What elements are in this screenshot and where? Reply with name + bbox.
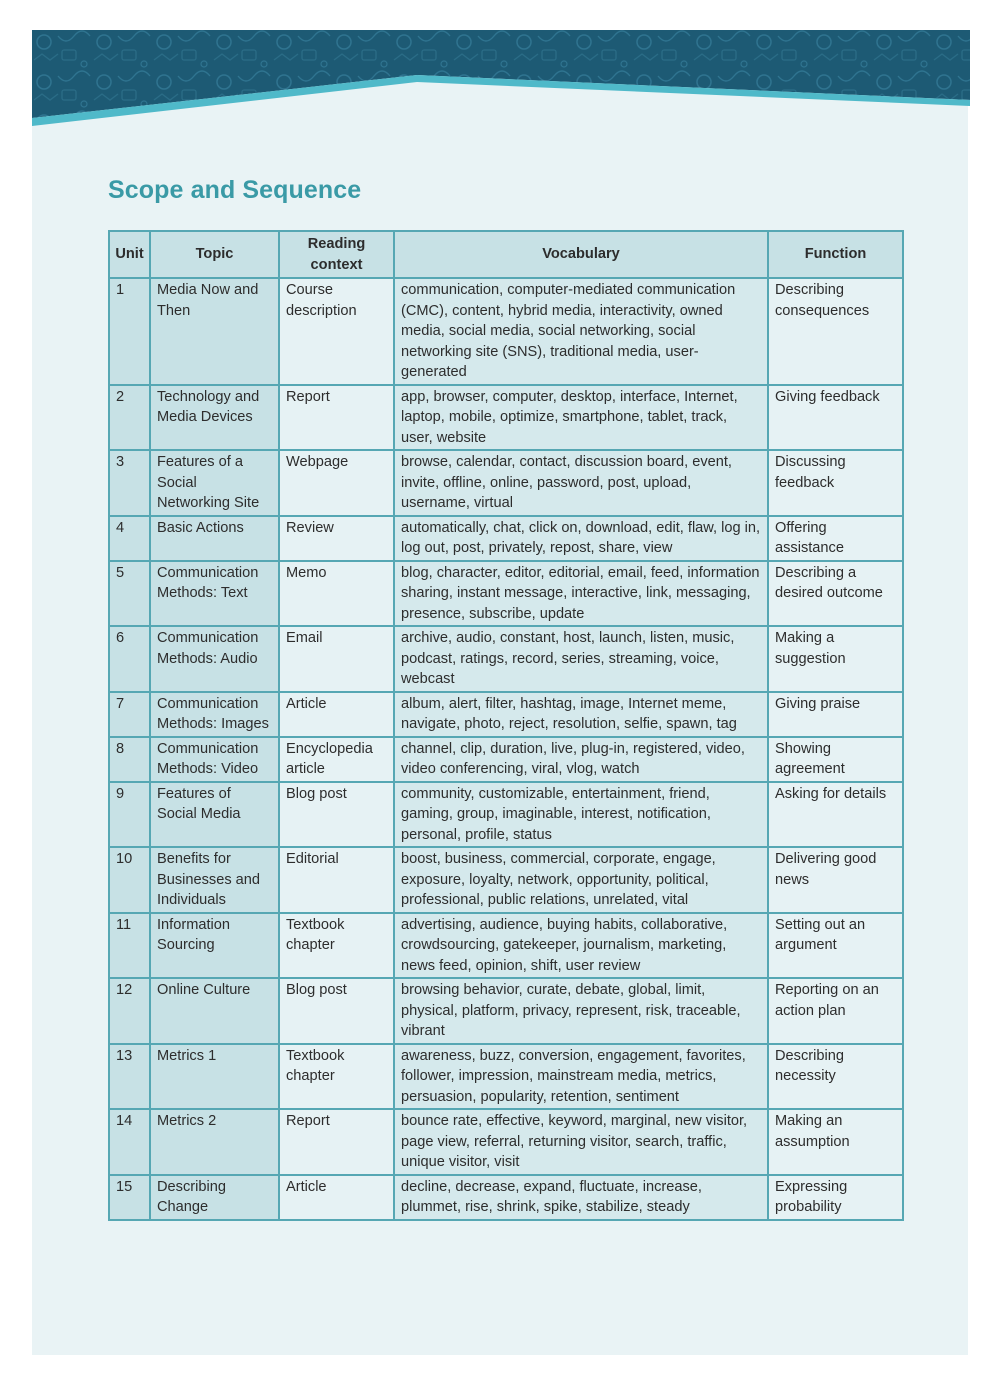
unit-cell: 1: [109, 278, 150, 385]
header-function: Function: [768, 231, 903, 278]
unit-cell: 6: [109, 626, 150, 692]
unit-cell: 11: [109, 913, 150, 979]
unit-cell: 5: [109, 561, 150, 627]
header-unit: Unit: [109, 231, 150, 278]
table-row: [109, 626, 903, 692]
table-row: [109, 516, 903, 561]
table-row: [109, 450, 903, 516]
vocabulary-cell: channel, clip, duration, live, plug-in, registered, video, video conferencing, viral, vlog, watch: [394, 737, 768, 782]
function-cell: Describing a desired outcome: [768, 561, 903, 627]
context-cell: Encyclopedia article: [279, 737, 394, 782]
unit-cell: 7: [109, 692, 150, 737]
unit-cell: 4: [109, 516, 150, 561]
vocabulary-cell: browse, calendar, contact, discussion board, event, invite, offline, online, password, post, upload, username, virtual: [394, 450, 768, 516]
topic-cell: Metrics 1: [150, 1044, 279, 1110]
topic-cell: Communication Methods: Text: [150, 561, 279, 627]
function-cell: Making a suggestion: [768, 626, 903, 692]
header-reading-context: Reading context: [279, 231, 394, 278]
vocabulary-cell: blog, character, editor, editorial, email, feed, information sharing, instant message, interactive, link, messaging, presence, subscribe, update: [394, 561, 768, 627]
context-cell: Editorial: [279, 847, 394, 913]
function-cell: Expressing probability: [768, 1175, 903, 1220]
unit-cell: 14: [109, 1109, 150, 1175]
topic-cell: Benefits for Businesses and Individuals: [150, 847, 279, 913]
scope-table: [108, 230, 904, 1221]
vocabulary-cell: automatically, chat, click on, download, edit, flaw, log in, log out, post, privately, repost, share, view: [394, 516, 768, 561]
context-cell: Report: [279, 385, 394, 451]
context-cell: Textbook chapter: [279, 913, 394, 979]
context-cell: Article: [279, 692, 394, 737]
topic-cell: Features of a Social Networking Site: [150, 450, 279, 516]
function-cell: Asking for details: [768, 782, 903, 848]
unit-cell: 8: [109, 737, 150, 782]
function-cell: Discussing feedback: [768, 450, 903, 516]
function-cell: Offering assistance: [768, 516, 903, 561]
topic-cell: Communication Methods: Images: [150, 692, 279, 737]
function-cell: Setting out an argument: [768, 913, 903, 979]
unit-cell: 9: [109, 782, 150, 848]
topic-cell: Basic Actions: [150, 516, 279, 561]
vocabulary-cell: boost, business, commercial, corporate, engage, exposure, loyalty, network, opportunity, political, professional, public relations, unrelated, vital: [394, 847, 768, 913]
table-row: [109, 692, 903, 737]
page-title: Scope and Sequence: [108, 176, 362, 204]
table-row: [109, 385, 903, 451]
context-cell: Textbook chapter: [279, 1044, 394, 1110]
function-cell: Giving praise: [768, 692, 903, 737]
table-row: [109, 913, 903, 979]
unit-cell: 10: [109, 847, 150, 913]
vocabulary-cell: app, browser, computer, desktop, interface, Internet, laptop, mobile, optimize, smartphone, tablet, track, user, website: [394, 385, 768, 451]
context-cell: Memo: [279, 561, 394, 627]
topic-cell: Information Sourcing: [150, 913, 279, 979]
table-row: [109, 737, 903, 782]
vocabulary-cell: bounce rate, effective, keyword, marginal, new visitor, page view, referral, returning visitor, search, traffic, unique visitor, visit: [394, 1109, 768, 1175]
topic-cell: Technology and Media Devices: [150, 385, 279, 451]
unit-cell: 2: [109, 385, 150, 451]
context-cell: Blog post: [279, 978, 394, 1044]
table-header-row: [109, 231, 903, 278]
vocabulary-cell: community, customizable, entertainment, friend, gaming, group, imaginable, interest, notification, personal, profile, status: [394, 782, 768, 848]
topic-cell: Media Now and Then: [150, 278, 279, 385]
unit-cell: 15: [109, 1175, 150, 1220]
vocabulary-cell: decline, decrease, expand, fluctuate, increase, plummet, rise, shrink, spike, stabilize, steady: [394, 1175, 768, 1220]
context-cell: Course description: [279, 278, 394, 385]
unit-cell: 13: [109, 1044, 150, 1110]
context-cell: Review: [279, 516, 394, 561]
topic-cell: Features of Social Media: [150, 782, 279, 848]
table-row: [109, 782, 903, 848]
vocabulary-cell: awareness, buzz, conversion, engagement, favorites, follower, impression, mainstream media, metrics, persuasion, popularity, retention, sentiment: [394, 1044, 768, 1110]
function-cell: Describing necessity: [768, 1044, 903, 1110]
context-cell: Email: [279, 626, 394, 692]
vocabulary-cell: advertising, audience, buying habits, collaborative, crowdsourcing, gatekeeper, journalism, marketing, news feed, opinion, shift, user review: [394, 913, 768, 979]
table-row: [109, 847, 903, 913]
table-row: [109, 278, 903, 385]
topic-cell: Describing Change: [150, 1175, 279, 1220]
unit-cell: 3: [109, 450, 150, 516]
function-cell: Delivering good news: [768, 847, 903, 913]
function-cell: Giving feedback: [768, 385, 903, 451]
function-cell: Describing consequences: [768, 278, 903, 385]
table-row: [109, 978, 903, 1044]
function-cell: Reporting on an action plan: [768, 978, 903, 1044]
context-cell: Report: [279, 1109, 394, 1175]
topic-cell: Communication Methods: Audio: [150, 626, 279, 692]
unit-cell: 12: [109, 978, 150, 1044]
header-topic: Topic: [150, 231, 279, 278]
topic-cell: Metrics 2: [150, 1109, 279, 1175]
topic-cell: Communication Methods: Video: [150, 737, 279, 782]
vocabulary-cell: archive, audio, constant, host, launch, listen, music, podcast, ratings, record, series, streaming, voice, webcast: [394, 626, 768, 692]
vocabulary-cell: communication, computer-mediated communication (CMC), content, hybrid media, interactivity, owned media, social media, social networking, social networking site (SNS), traditional media, user-generated: [394, 278, 768, 385]
context-cell: Webpage: [279, 450, 394, 516]
vocabulary-cell: browsing behavior, curate, debate, global, limit, physical, platform, privacy, represent, risk, traceable, vibrant: [394, 978, 768, 1044]
vocabulary-cell: album, alert, filter, hashtag, image, Internet meme, navigate, photo, reject, resolution, selfie, spawn, tag: [394, 692, 768, 737]
table-row: [109, 561, 903, 627]
table-row: [109, 1109, 903, 1175]
function-cell: Showing agreement: [768, 737, 903, 782]
function-cell: Making an assumption: [768, 1109, 903, 1175]
table-row: [109, 1175, 903, 1220]
topic-cell: Online Culture: [150, 978, 279, 1044]
table-row: [109, 1044, 903, 1110]
context-cell: Blog post: [279, 782, 394, 848]
header-vocabulary: Vocabulary: [394, 231, 768, 278]
context-cell: Article: [279, 1175, 394, 1220]
header-banner: [32, 30, 970, 130]
